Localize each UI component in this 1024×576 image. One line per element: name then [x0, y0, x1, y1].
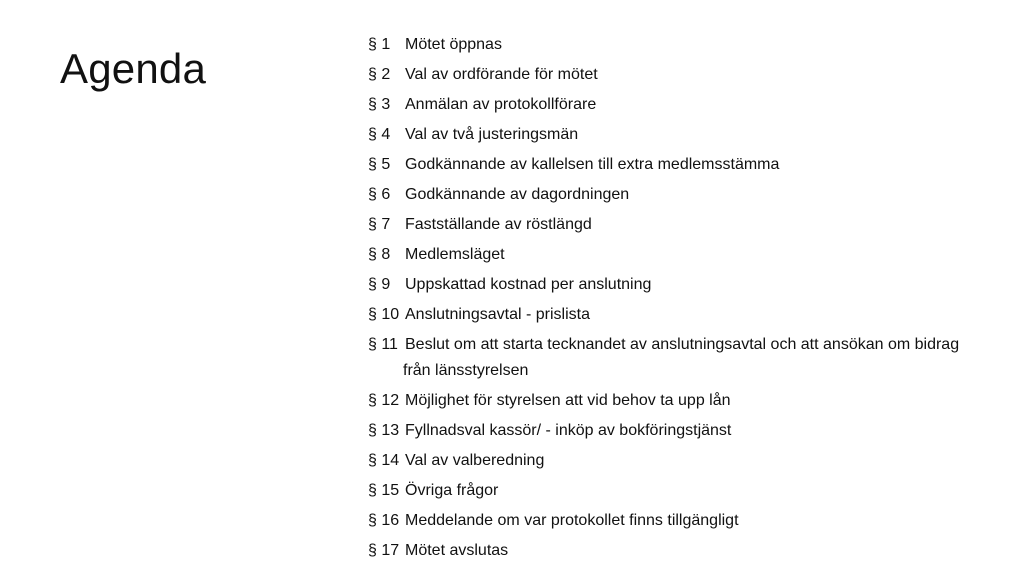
agenda-item	[368, 210, 1020, 240]
agenda-item-number: § 4	[368, 126, 391, 143]
agenda-item-number: § 16	[368, 512, 400, 529]
agenda-item-number: § 2	[368, 66, 391, 83]
agenda-item	[368, 270, 1020, 300]
agenda-item	[368, 386, 1020, 416]
agenda-item-text: Val av valberedning	[405, 452, 545, 469]
agenda-item-number: § 7	[368, 216, 391, 233]
agenda-item-number: § 5	[368, 156, 391, 173]
agenda-item-number: § 6	[368, 186, 391, 203]
agenda-item-number: § 11	[368, 336, 398, 353]
agenda-item	[368, 90, 1020, 120]
agenda-item	[368, 240, 1020, 270]
agenda-item-text: Val av ordförande för mötet	[405, 66, 598, 83]
agenda-item-text: Mötet öppnas	[405, 36, 502, 53]
agenda-item-text: Övriga frågor	[405, 482, 499, 499]
agenda-item	[368, 446, 1020, 476]
agenda-item-text: Fastställande av röstlängd	[405, 216, 592, 233]
agenda-item	[368, 536, 1020, 566]
agenda-item-text: Uppskattad kostnad per anslutning	[405, 276, 652, 293]
agenda-list	[368, 30, 1020, 566]
agenda-item	[368, 416, 1020, 446]
agenda-item	[368, 180, 1020, 210]
agenda-item	[368, 332, 1020, 384]
agenda-item-number: § 10	[368, 306, 400, 323]
agenda-item-text: Anmälan av protokollförare	[405, 96, 597, 113]
agenda-item-number: § 3	[368, 96, 391, 113]
agenda-item-number: § 14	[368, 452, 400, 469]
agenda-item-number: § 1	[368, 36, 391, 53]
agenda-item	[368, 30, 1020, 60]
agenda-item	[368, 120, 1020, 150]
agenda-item	[368, 476, 1020, 506]
agenda-item-number: § 12	[368, 392, 400, 409]
agenda-item-text: Fyllnadsval kassör/ - inköp av bokföringstjänst	[405, 422, 732, 439]
agenda-item-number: § 8	[368, 246, 391, 263]
slide-title: Agenda	[60, 45, 207, 92]
agenda-item-number: § 17	[368, 542, 400, 559]
agenda-item-number: § 15	[368, 482, 400, 499]
agenda-item-text: Mötet avslutas	[405, 542, 509, 559]
agenda-item-text: Godkännande av kallelsen till extra medlemsstämma	[405, 156, 780, 173]
agenda-item-text: Beslut om att starta tecknandet av anslutningsavtal och att ansökan om bidrag	[405, 336, 960, 353]
agenda-item-number: § 13	[368, 422, 400, 439]
agenda-item	[368, 300, 1020, 330]
agenda-item-text: Meddelande om var protokollet finns tillgängligt	[405, 512, 739, 529]
agenda-item	[368, 150, 1020, 180]
agenda-item-text: Möjlighet för styrelsen att vid behov ta upp lån	[405, 392, 731, 409]
agenda-item-text: Godkännande av dagordningen	[405, 186, 630, 203]
agenda-item-text-continuation: från länsstyrelsen	[403, 362, 529, 379]
agenda-item-text: Val av två justeringsmän	[405, 126, 579, 143]
agenda-item-text: Anslutningsavtal - prislista	[405, 306, 590, 323]
agenda-item-number: § 9	[368, 276, 391, 293]
agenda-item	[368, 60, 1020, 90]
agenda-item	[368, 506, 1020, 536]
agenda-item-text: Medlemsläget	[405, 246, 505, 263]
